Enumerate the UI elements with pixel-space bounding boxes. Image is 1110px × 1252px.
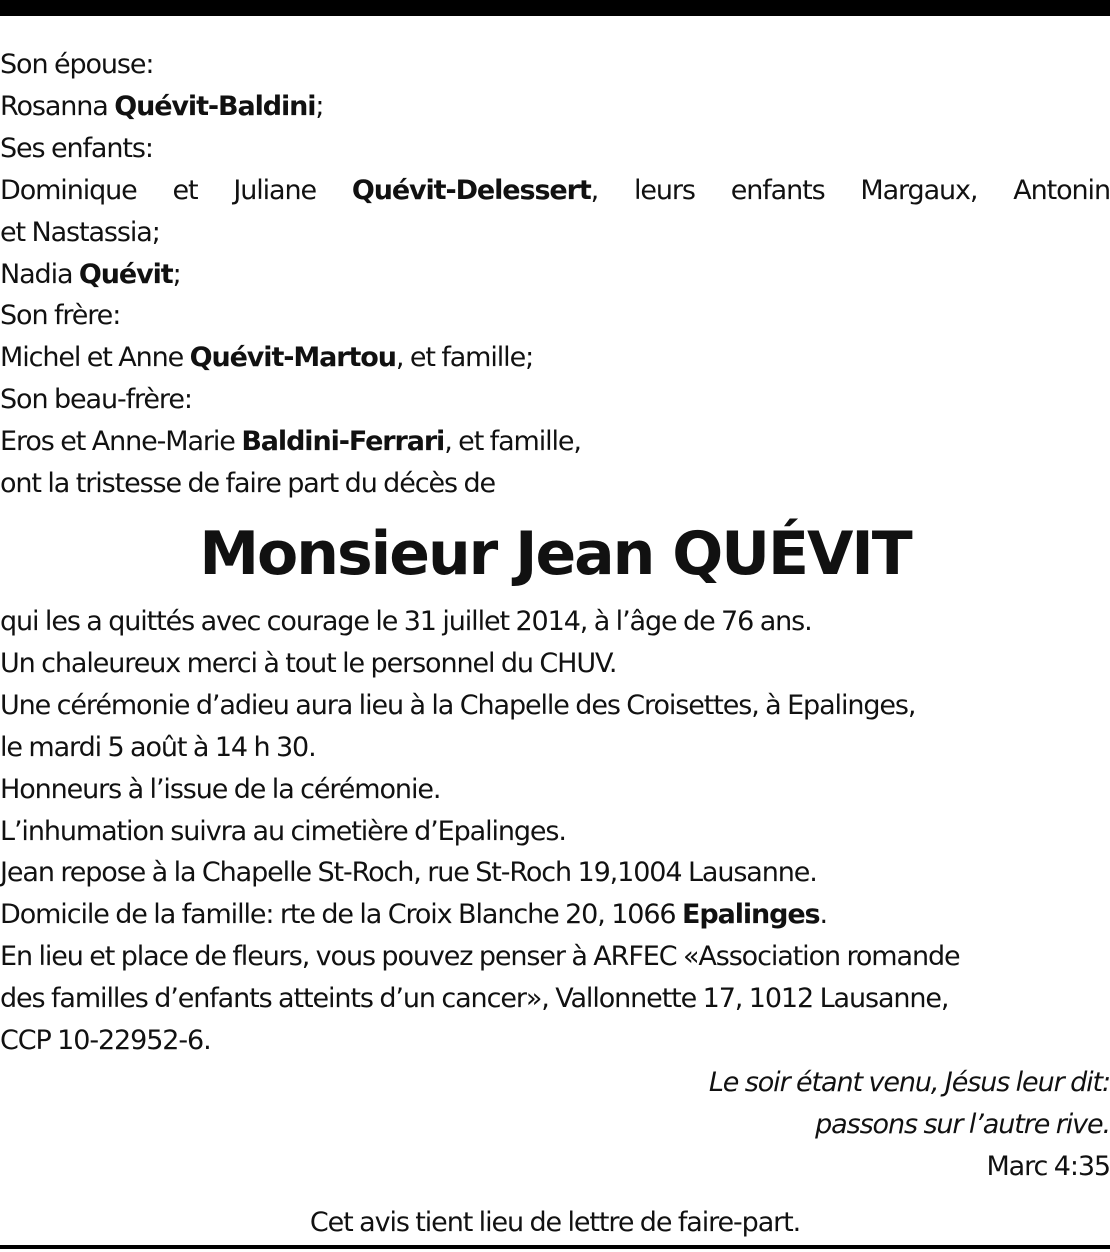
family-domicile-town: Epalinges xyxy=(682,899,820,931)
family-line: Rosanna Quévit-Baldini; xyxy=(0,90,324,122)
family-surname: Quévit-Baldini xyxy=(114,90,316,122)
detail-line: des familles d’enfants atteints d’un cancer», Vallonnette 17, 1012 Lausanne, xyxy=(0,983,949,1015)
family-line xyxy=(0,44,1110,86)
family-surname: Quévit-Delessert xyxy=(351,174,591,206)
family-line: et Nastassia; xyxy=(0,216,160,248)
detail-line: En lieu et place de fleurs, vous pouvez penser à ARFEC «Association romande xyxy=(0,941,960,973)
detail-line: Jean repose à la Chapelle St-Roch, rue St-Roch 19,1004 Lausanne. xyxy=(0,857,817,889)
relation-label: Son épouse: xyxy=(0,49,154,80)
detail-line: Un chaleureux merci à tout le personnel du CHUV. xyxy=(0,647,617,679)
bottom-rule xyxy=(0,1245,1110,1249)
family-line xyxy=(0,295,1110,337)
relation-label: Son beau-frère: xyxy=(0,384,192,416)
top-rule xyxy=(0,0,1110,16)
bible-quote-line: passons sur l’autre rive. xyxy=(815,1108,1110,1140)
detail-line: L’inhumation suivra au cimetière d’Epalinges. xyxy=(0,815,566,847)
detail-line: Domicile de la famille: rte de la Croix Blanche 20, 1066 Epalinges. xyxy=(0,899,828,931)
closing-note: Cet avis tient lieu de lettre de faire-part. xyxy=(309,1206,801,1238)
family-surname: Quévit xyxy=(78,258,173,290)
announcement-line: ont la tristesse de faire part du décès de xyxy=(0,468,495,500)
detail-line: CCP 10-22952-6. xyxy=(0,1025,211,1057)
relation-label: Ses enfants: xyxy=(0,132,153,164)
family-line xyxy=(0,379,1110,421)
family-line: Nadia Quévit; xyxy=(0,258,181,290)
obituary-notice xyxy=(0,44,1110,1244)
family-surname: Baldini-Ferrari xyxy=(241,426,445,458)
detail-line: qui les a quittés avec courage le 31 juillet 2014, à l’âge de 76 ans. xyxy=(0,605,812,637)
family-line: Dominique et Juliane Quévit-Delessert, leurs enfants Margaux, Antonin xyxy=(0,174,1110,206)
family-line: Michel et Anne Quévit-Martou, et famille; xyxy=(0,342,534,374)
relation-label: Son frère: xyxy=(0,300,121,332)
detail-line: Honneurs à l’issue de la cérémonie. xyxy=(0,773,441,805)
family-line: Eros et Anne-Marie Baldini-Ferrari, et famille, xyxy=(0,426,581,458)
bible-reference: Marc 4:35 xyxy=(986,1150,1110,1182)
deceased-name: Monsieur Jean QUÉVIT xyxy=(199,518,911,589)
detail-line: Une cérémonie d’adieu aura lieu à la Chapelle des Croisettes, à Epalinges, xyxy=(0,689,916,721)
detail-line: le mardi 5 août à 14 h 30. xyxy=(0,731,316,763)
family-surname: Quévit-Martou xyxy=(189,342,396,374)
bible-quote-line: Le soir étant venu, Jésus leur dit: xyxy=(708,1066,1110,1098)
family-line xyxy=(0,128,1110,170)
